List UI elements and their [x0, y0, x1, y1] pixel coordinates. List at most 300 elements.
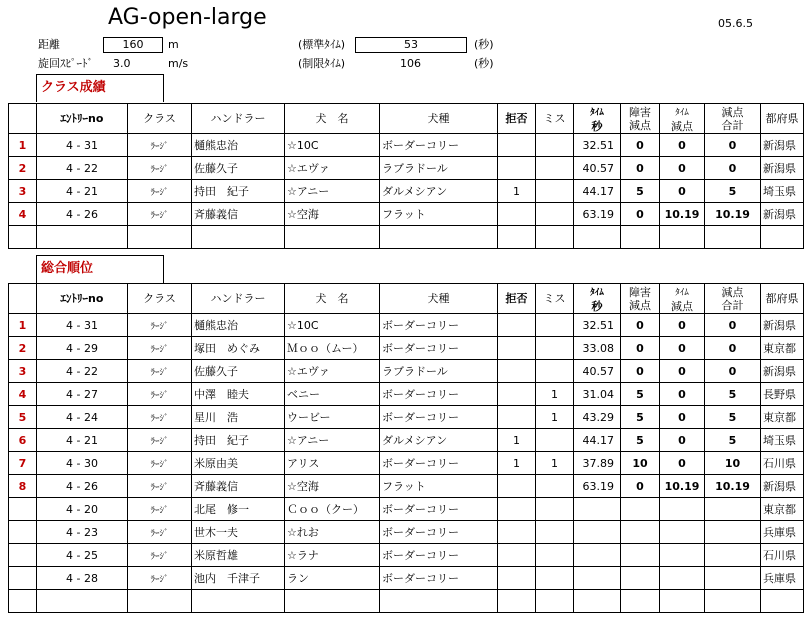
- limit-time-value: 106: [400, 57, 421, 70]
- header-text: 減点: [721, 105, 744, 119]
- cell-refusal: [498, 314, 536, 337]
- cell-time: [574, 226, 621, 249]
- cell-handler: 中澤 睦夫: [192, 383, 285, 406]
- header-dog: [285, 284, 380, 314]
- cell-refusal: [498, 498, 536, 521]
- header-total: [705, 104, 761, 134]
- header-text: 減点: [721, 285, 744, 299]
- cell-class: ﾗｰｼﾞ: [128, 134, 192, 157]
- cell-pref: 東京都: [761, 498, 804, 521]
- cell-pref: 新潟県: [761, 134, 804, 157]
- cell-fault: [621, 544, 660, 567]
- speed-value: 3.0: [113, 57, 131, 70]
- cell-rank: 4: [9, 383, 37, 406]
- cell-miss: [536, 544, 574, 567]
- cell-refusal: [498, 157, 536, 180]
- cell-miss: 1: [536, 383, 574, 406]
- header-text: 合計: [721, 118, 744, 132]
- cell-breed: ボーダーコリー: [380, 452, 498, 475]
- cell-rank: 2: [9, 157, 37, 180]
- cell-time: 63.19: [574, 475, 621, 498]
- header-text: 犬種: [427, 292, 450, 305]
- cell-entry: 4 - 26: [37, 203, 128, 226]
- header-text: ミス: [543, 112, 566, 125]
- cell-miss: 1: [536, 452, 574, 475]
- cell-fault: 5: [621, 180, 660, 203]
- cell-breed: ラブラドール: [380, 157, 498, 180]
- cell-refusal: [498, 360, 536, 383]
- cell-breed: ボーダーコリー: [380, 406, 498, 429]
- cell-pref: 埼玉県: [761, 429, 804, 452]
- header-text: 障害: [629, 105, 651, 119]
- cell-total: 0: [705, 134, 761, 157]
- table-row: [9, 180, 804, 203]
- table-row: [9, 544, 804, 567]
- limit-time-unit: (秒): [474, 57, 494, 70]
- cell-dog: ☆れお: [285, 521, 380, 544]
- cell-time-fault: 0: [660, 452, 705, 475]
- cell-refusal: [498, 475, 536, 498]
- cell-fault: 0: [621, 475, 660, 498]
- header-refusal: [498, 284, 536, 314]
- cell-refusal: [498, 406, 536, 429]
- cell-handler: 持田 紀子: [192, 180, 285, 203]
- header-text: クラス: [143, 112, 176, 125]
- cell-pref: 新潟県: [761, 314, 804, 337]
- cell-refusal: 1: [498, 180, 536, 203]
- cell-dog: ☆ラナ: [285, 544, 380, 567]
- header-text: 都府県: [765, 112, 799, 125]
- cell-class: ﾗｰｼﾞ: [128, 406, 192, 429]
- cell-breed: ボーダーコリー: [380, 567, 498, 590]
- cell-refusal: 1: [498, 452, 536, 475]
- cell-miss: [536, 180, 574, 203]
- cell-breed: ボーダーコリー: [380, 383, 498, 406]
- cell-class: ﾗｰｼﾞ: [128, 157, 192, 180]
- cell-fault: [621, 521, 660, 544]
- cell-refusal: 1: [498, 429, 536, 452]
- cell-entry: [37, 226, 128, 249]
- cell-refusal: [498, 567, 536, 590]
- cell-pref: 東京都: [761, 337, 804, 360]
- cell-breed: ボーダーコリー: [380, 314, 498, 337]
- cell-time-fault: 0: [660, 429, 705, 452]
- header-text: 合計: [721, 298, 744, 312]
- cell-pref: 兵庫県: [761, 567, 804, 590]
- cell-miss: [536, 314, 574, 337]
- page-title: AG-open-large: [108, 5, 267, 30]
- cell-class: ﾗｰｼﾞ: [128, 314, 192, 337]
- cell-class: ﾗｰｼﾞ: [128, 203, 192, 226]
- header-text: ハンドラー: [210, 112, 266, 125]
- cell-miss: [536, 498, 574, 521]
- std-time-value: 53: [355, 37, 467, 53]
- cell-pref: 石川県: [761, 452, 804, 475]
- cell-refusal: [498, 203, 536, 226]
- cell-class: ﾗｰｼﾞ: [128, 452, 192, 475]
- header-text: 都府県: [765, 292, 799, 305]
- cell-time: 40.57: [574, 360, 621, 383]
- cell-time-fault: [660, 226, 705, 249]
- header-text: 減点: [671, 299, 693, 313]
- header-miss: [536, 284, 574, 314]
- cell-refusal: [498, 134, 536, 157]
- cell-dog: Ｃｏｏ（クー）: [285, 498, 380, 521]
- cell-class: ﾗｰｼﾞ: [128, 383, 192, 406]
- cell-dog: ☆アニー: [285, 180, 380, 203]
- table-row: [9, 452, 804, 475]
- table-row: [9, 134, 804, 157]
- cell-total: [705, 567, 761, 590]
- speed-unit: m/s: [168, 57, 189, 70]
- cell-class: ﾗｰｼﾞ: [128, 521, 192, 544]
- cell-class: [128, 226, 192, 249]
- table-row: [9, 360, 804, 383]
- overall-ranking-table: [8, 283, 804, 613]
- cell-total: 0: [705, 157, 761, 180]
- class-results-table: [8, 103, 804, 249]
- cell-time: [574, 521, 621, 544]
- cell-rank: 1: [9, 314, 37, 337]
- cell-rank: [9, 226, 37, 249]
- cell-refusal: [498, 337, 536, 360]
- table-row: [9, 567, 804, 590]
- cell-entry: 4 - 24: [37, 406, 128, 429]
- cell-refusal: [498, 226, 536, 249]
- event-date: 05.6.5: [718, 17, 753, 30]
- cell-time-fault: 0: [660, 134, 705, 157]
- cell-breed: ボーダーコリー: [380, 521, 498, 544]
- header-text: 犬 名: [315, 112, 349, 125]
- header-text: 犬種: [427, 112, 450, 125]
- cell-time-fault: 10.19: [660, 203, 705, 226]
- cell-fault: 0: [621, 134, 660, 157]
- cell-dog: ☆アニー: [285, 429, 380, 452]
- header-fault: [621, 104, 660, 134]
- header-class: [128, 284, 192, 314]
- cell-entry: 4 - 31: [37, 134, 128, 157]
- cell-entry: 4 - 22: [37, 360, 128, 383]
- cell-refusal: [498, 590, 536, 613]
- cell-pref: 新潟県: [761, 157, 804, 180]
- header-text: ﾀｲﾑ: [590, 107, 604, 118]
- cell-time-fault: 0: [660, 383, 705, 406]
- header-time: [574, 104, 621, 134]
- cell-fault: 10: [621, 452, 660, 475]
- table-row: [9, 337, 804, 360]
- distance-value: 160: [103, 37, 163, 53]
- cell-time: [574, 590, 621, 613]
- std-time-label: (標準ﾀｲﾑ): [298, 38, 346, 51]
- cell-fault: [621, 498, 660, 521]
- table-row: [9, 475, 804, 498]
- cell-dog: ウービー: [285, 406, 380, 429]
- cell-entry: 4 - 22: [37, 157, 128, 180]
- std-time-unit: (秒): [474, 38, 494, 51]
- cell-total: 10.19: [705, 203, 761, 226]
- header-breed: [380, 284, 498, 314]
- cell-fault: 5: [621, 406, 660, 429]
- cell-miss: [536, 226, 574, 249]
- cell-total: [705, 226, 761, 249]
- cell-fault: 0: [621, 360, 660, 383]
- cell-total: 10: [705, 452, 761, 475]
- cell-total: 10.19: [705, 475, 761, 498]
- table-row: [9, 226, 804, 249]
- header-text: ｴﾝﾄﾘｰno: [60, 292, 104, 305]
- cell-rank: 6: [9, 429, 37, 452]
- cell-pref: [761, 226, 804, 249]
- cell-class: ﾗｰｼﾞ: [128, 360, 192, 383]
- cell-dog: [285, 590, 380, 613]
- header-class: [128, 104, 192, 134]
- cell-breed: ボーダーコリー: [380, 498, 498, 521]
- header-time: [574, 284, 621, 314]
- cell-time-fault: 0: [660, 157, 705, 180]
- cell-total: [705, 590, 761, 613]
- cell-refusal: [498, 521, 536, 544]
- cell-rank: 5: [9, 406, 37, 429]
- cell-dog: ☆空海: [285, 203, 380, 226]
- cell-miss: [536, 360, 574, 383]
- cell-breed: ボーダーコリー: [380, 134, 498, 157]
- limit-time-label: (制限ﾀｲﾑ): [298, 57, 346, 70]
- cell-time-fault: [660, 544, 705, 567]
- cell-time: [574, 498, 621, 521]
- cell-time: 32.51: [574, 134, 621, 157]
- cell-pref: [761, 590, 804, 613]
- cell-dog: ☆10C: [285, 314, 380, 337]
- table-row: [9, 314, 804, 337]
- cell-handler: 北尾 修一: [192, 498, 285, 521]
- cell-time-fault: [660, 590, 705, 613]
- cell-handler: 斉藤義信: [192, 203, 285, 226]
- cell-dog: ☆エヴァ: [285, 360, 380, 383]
- cell-dog: ☆エヴァ: [285, 157, 380, 180]
- cell-dog: Ｍｏｏ（ムー）: [285, 337, 380, 360]
- cell-rank: [9, 590, 37, 613]
- cell-entry: 4 - 28: [37, 567, 128, 590]
- cell-class: [128, 590, 192, 613]
- cell-rank: 2: [9, 337, 37, 360]
- cell-breed: ダルメシアン: [380, 429, 498, 452]
- header-text: 犬 名: [315, 292, 349, 305]
- cell-rank: 3: [9, 180, 37, 203]
- cell-breed: [380, 590, 498, 613]
- cell-fault: [621, 567, 660, 590]
- speed-label: 旋回ｽﾋﾟｰﾄﾞ: [38, 57, 93, 70]
- cell-handler: [192, 590, 285, 613]
- table-row: [9, 383, 804, 406]
- class-results-heading: クラス成績: [36, 74, 164, 102]
- cell-refusal: [498, 383, 536, 406]
- cell-handler: [192, 226, 285, 249]
- cell-time: 33.08: [574, 337, 621, 360]
- cell-time-fault: 10.19: [660, 475, 705, 498]
- cell-miss: [536, 337, 574, 360]
- cell-refusal: [498, 544, 536, 567]
- cell-time-fault: 0: [660, 314, 705, 337]
- header-time-fault: [660, 284, 705, 314]
- distance-label: 距離: [38, 38, 60, 51]
- cell-time-fault: [660, 498, 705, 521]
- table-row: [9, 406, 804, 429]
- cell-class: ﾗｰｼﾞ: [128, 544, 192, 567]
- header-prefecture: [761, 104, 804, 134]
- header-miss: [536, 104, 574, 134]
- header-text: 障害: [629, 285, 651, 299]
- cell-entry: 4 - 21: [37, 180, 128, 203]
- cell-fault: [621, 226, 660, 249]
- header-text: 拒否: [505, 112, 528, 125]
- cell-pref: 新潟県: [761, 360, 804, 383]
- cell-time: 31.04: [574, 383, 621, 406]
- cell-time: 43.29: [574, 406, 621, 429]
- header-rank: [9, 284, 37, 314]
- cell-time-fault: 0: [660, 360, 705, 383]
- header-text: ﾀｲﾑ: [590, 287, 604, 298]
- header-text: ﾀｲﾑ: [675, 287, 689, 298]
- table-row: [9, 498, 804, 521]
- cell-handler: 塚田 めぐみ: [192, 337, 285, 360]
- table-header-row: [9, 104, 804, 134]
- header-handler: [192, 284, 285, 314]
- cell-rank: 4: [9, 203, 37, 226]
- cell-handler: 佐藤久子: [192, 360, 285, 383]
- cell-time: 32.51: [574, 314, 621, 337]
- cell-miss: [536, 521, 574, 544]
- cell-fault: 0: [621, 203, 660, 226]
- cell-pref: 兵庫県: [761, 521, 804, 544]
- cell-handler: 米原哲雄: [192, 544, 285, 567]
- cell-class: ﾗｰｼﾞ: [128, 429, 192, 452]
- cell-time-fault: [660, 521, 705, 544]
- cell-rank: 1: [9, 134, 37, 157]
- header-rank: [9, 104, 37, 134]
- cell-rank: 3: [9, 360, 37, 383]
- cell-total: 5: [705, 429, 761, 452]
- header-time-fault: [660, 104, 705, 134]
- cell-entry: 4 - 29: [37, 337, 128, 360]
- cell-entry: 4 - 27: [37, 383, 128, 406]
- header-text: 秒: [591, 299, 603, 313]
- cell-miss: [536, 590, 574, 613]
- table-row: [9, 590, 804, 613]
- header-text: ﾀｲﾑ: [675, 107, 689, 118]
- cell-fault: [621, 590, 660, 613]
- cell-fault: 5: [621, 383, 660, 406]
- cell-time: 37.89: [574, 452, 621, 475]
- header-text: 減点: [629, 298, 651, 312]
- cell-dog: アリス: [285, 452, 380, 475]
- header-dog: [285, 104, 380, 134]
- header-total: [705, 284, 761, 314]
- header-text: 減点: [629, 118, 651, 132]
- cell-fault: 0: [621, 337, 660, 360]
- header-text: 減点: [671, 119, 693, 133]
- cell-dog: ☆10C: [285, 134, 380, 157]
- cell-miss: [536, 475, 574, 498]
- cell-entry: [37, 590, 128, 613]
- cell-dog: ベニー: [285, 383, 380, 406]
- cell-handler: 世木一夫: [192, 521, 285, 544]
- cell-miss: [536, 157, 574, 180]
- distance-unit: m: [168, 38, 179, 51]
- header-refusal: [498, 104, 536, 134]
- cell-entry: 4 - 30: [37, 452, 128, 475]
- cell-pref: 新潟県: [761, 475, 804, 498]
- cell-class: ﾗｰｼﾞ: [128, 180, 192, 203]
- cell-handler: 斉藤義信: [192, 475, 285, 498]
- cell-time: [574, 567, 621, 590]
- cell-entry: 4 - 20: [37, 498, 128, 521]
- cell-fault: 0: [621, 157, 660, 180]
- header-text: クラス: [143, 292, 176, 305]
- table-row: [9, 521, 804, 544]
- cell-total: 0: [705, 360, 761, 383]
- cell-total: [705, 544, 761, 567]
- cell-entry: 4 - 21: [37, 429, 128, 452]
- cell-breed: [380, 226, 498, 249]
- cell-handler: 持田 紀子: [192, 429, 285, 452]
- cell-fault: 5: [621, 429, 660, 452]
- cell-breed: ボーダーコリー: [380, 337, 498, 360]
- cell-time-fault: 0: [660, 337, 705, 360]
- cell-breed: ラブラドール: [380, 360, 498, 383]
- header-text: 秒: [591, 119, 603, 133]
- cell-miss: 1: [536, 406, 574, 429]
- overall-ranking-heading: 総合順位: [36, 255, 164, 283]
- cell-class: ﾗｰｼﾞ: [128, 498, 192, 521]
- cell-dog: [285, 226, 380, 249]
- cell-time-fault: 0: [660, 406, 705, 429]
- cell-time: 44.17: [574, 180, 621, 203]
- cell-dog: ☆空海: [285, 475, 380, 498]
- cell-miss: [536, 567, 574, 590]
- cell-miss: [536, 203, 574, 226]
- header-entry: [37, 104, 128, 134]
- cell-rank: 8: [9, 475, 37, 498]
- cell-total: 5: [705, 406, 761, 429]
- header-entry: [37, 284, 128, 314]
- cell-class: ﾗｰｼﾞ: [128, 475, 192, 498]
- header-prefecture: [761, 284, 804, 314]
- cell-pref: 石川県: [761, 544, 804, 567]
- header-handler: [192, 104, 285, 134]
- cell-breed: ダルメシアン: [380, 180, 498, 203]
- cell-handler: 佐藤久子: [192, 157, 285, 180]
- cell-handler: 樋熊忠治: [192, 314, 285, 337]
- cell-time: 44.17: [574, 429, 621, 452]
- cell-rank: [9, 544, 37, 567]
- header-text: ミス: [543, 292, 566, 305]
- cell-entry: 4 - 26: [37, 475, 128, 498]
- header-text: ハンドラー: [210, 292, 266, 305]
- cell-breed: フラット: [380, 475, 498, 498]
- cell-rank: 7: [9, 452, 37, 475]
- cell-total: [705, 521, 761, 544]
- cell-entry: 4 - 23: [37, 521, 128, 544]
- cell-pref: 長野県: [761, 383, 804, 406]
- cell-rank: [9, 498, 37, 521]
- cell-time: 40.57: [574, 157, 621, 180]
- cell-entry: 4 - 25: [37, 544, 128, 567]
- cell-dog: ラン: [285, 567, 380, 590]
- cell-class: ﾗｰｼﾞ: [128, 567, 192, 590]
- cell-breed: ボーダーコリー: [380, 544, 498, 567]
- cell-time-fault: [660, 567, 705, 590]
- cell-handler: 米原由美: [192, 452, 285, 475]
